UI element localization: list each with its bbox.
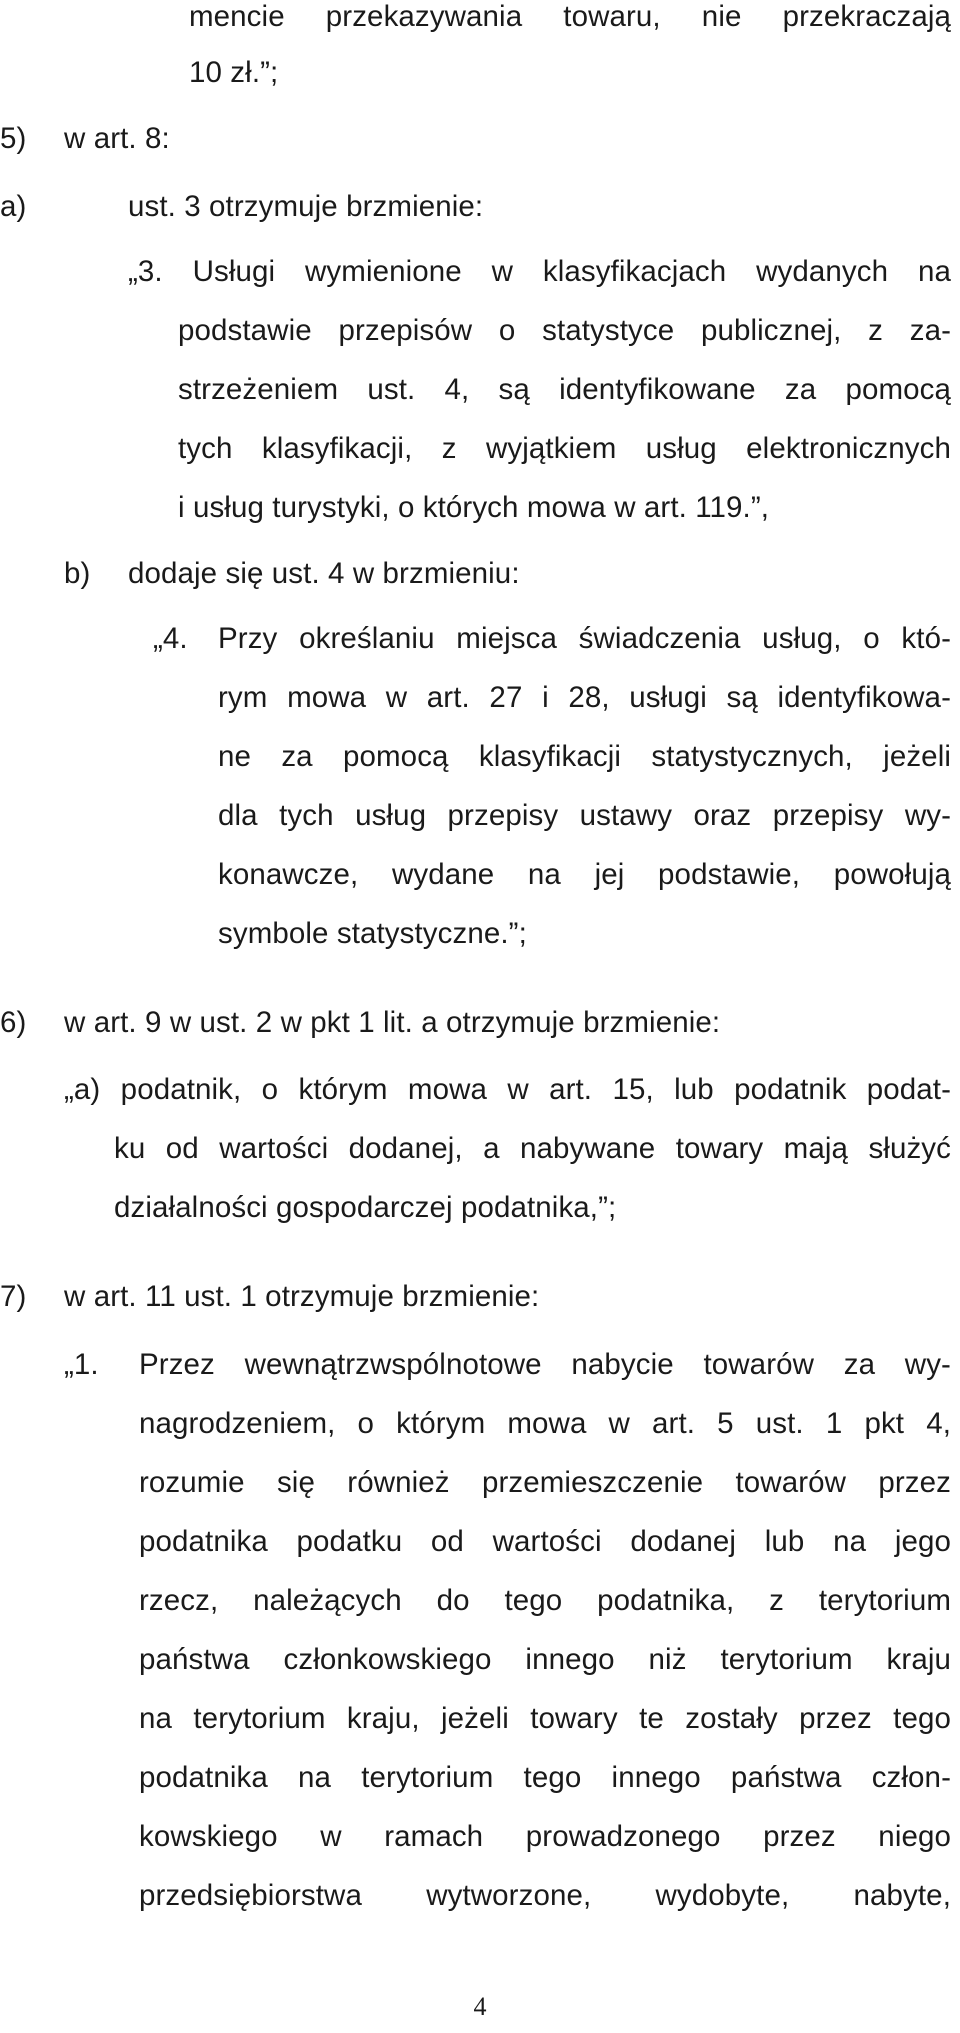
text-line: podatnika na terytorium tego innego państwa człon- <box>139 1761 951 1794</box>
text-line: konawcze, wydane na jej podstawie, powołują <box>218 858 951 891</box>
text-line: państwa członkowskiego innego niż terytorium kraju <box>139 1643 951 1676</box>
text-line: 10 zł.”; <box>189 56 279 89</box>
page-number: 4 <box>473 1992 487 2021</box>
text-line: na terytorium kraju, jeżeli towary te zostały przez tego <box>139 1702 951 1735</box>
text-line: dla tych usług przepisy ustawy oraz przepisy wy- <box>218 799 951 832</box>
text-line: Przy określaniu miejsca świadczenia usług, o któ- <box>218 622 951 655</box>
list-marker: „1. <box>64 1348 99 1381</box>
text-line: podatnika podatku od wartości dodanej lub na jego <box>139 1525 951 1558</box>
text-line: przedsiębiorstwa wytworzone, wydobyte, nabyte, <box>139 1879 951 1912</box>
text-line: ku od wartości dodanej, a nabywane towary mają służyć <box>114 1132 951 1165</box>
text-line: symbole statystyczne.”; <box>218 917 527 950</box>
text-line: „a) podatnik, o którym mowa w art. 15, lub podatnik podat- <box>64 1073 951 1106</box>
text-line: rzecz, należących do tego podatnika, z terytorium <box>139 1584 951 1617</box>
list-marker: a) <box>0 190 27 223</box>
list-marker: 7) <box>0 1280 27 1313</box>
text-line: nagrodzeniem, o którym mowa w art. 5 ust. 1 pkt 4, <box>139 1407 951 1440</box>
text-line: ne za pomocą klasyfikacji statystycznych, jeżeli <box>218 740 951 773</box>
text-line: strzeżeniem ust. 4, są identyfikowane za pomocą <box>178 373 951 406</box>
text-line: rym mowa w art. 27 i 28, usługi są identyfikowa- <box>218 681 951 714</box>
list-marker: b) <box>64 557 91 590</box>
text-line: Przez wewnątrzwspólnotowe nabycie towarów za wy- <box>139 1348 951 1381</box>
text-line: tych klasyfikacji, z wyjątkiem usług elektronicznych <box>178 432 951 465</box>
text-line: i usług turystyki, o których mowa w art. 119.”, <box>178 491 770 524</box>
list-marker: 6) <box>0 1006 27 1039</box>
text-line: podstawie przepisów o statystyce publicznej, z za- <box>178 314 951 347</box>
list-marker: 5) <box>0 122 27 155</box>
text-line: dodaje się ust. 4 w brzmieniu: <box>128 557 520 590</box>
text-line: w art. 9 w ust. 2 w pkt 1 lit. a otrzymuje brzmienie: <box>64 1006 721 1039</box>
text-line: kowskiego w ramach prowadzonego przez niego <box>139 1820 951 1853</box>
text-line: „3. Usługi wymienione w klasyfikacjach wydanych na <box>128 255 951 288</box>
text-line: w art. 8: <box>64 122 170 155</box>
text-line: ust. 3 otrzymuje brzmienie: <box>128 190 484 223</box>
text-line: rozumie się również przemieszczenie towarów przez <box>139 1466 951 1499</box>
list-marker: „4. <box>153 622 188 655</box>
text-line: działalności gospodarczej podatnika,”; <box>114 1191 617 1224</box>
text-line: w art. 11 ust. 1 otrzymuje brzmienie: <box>64 1280 540 1313</box>
text-line: mencie przekazywania towaru, nie przekraczają <box>189 0 951 33</box>
